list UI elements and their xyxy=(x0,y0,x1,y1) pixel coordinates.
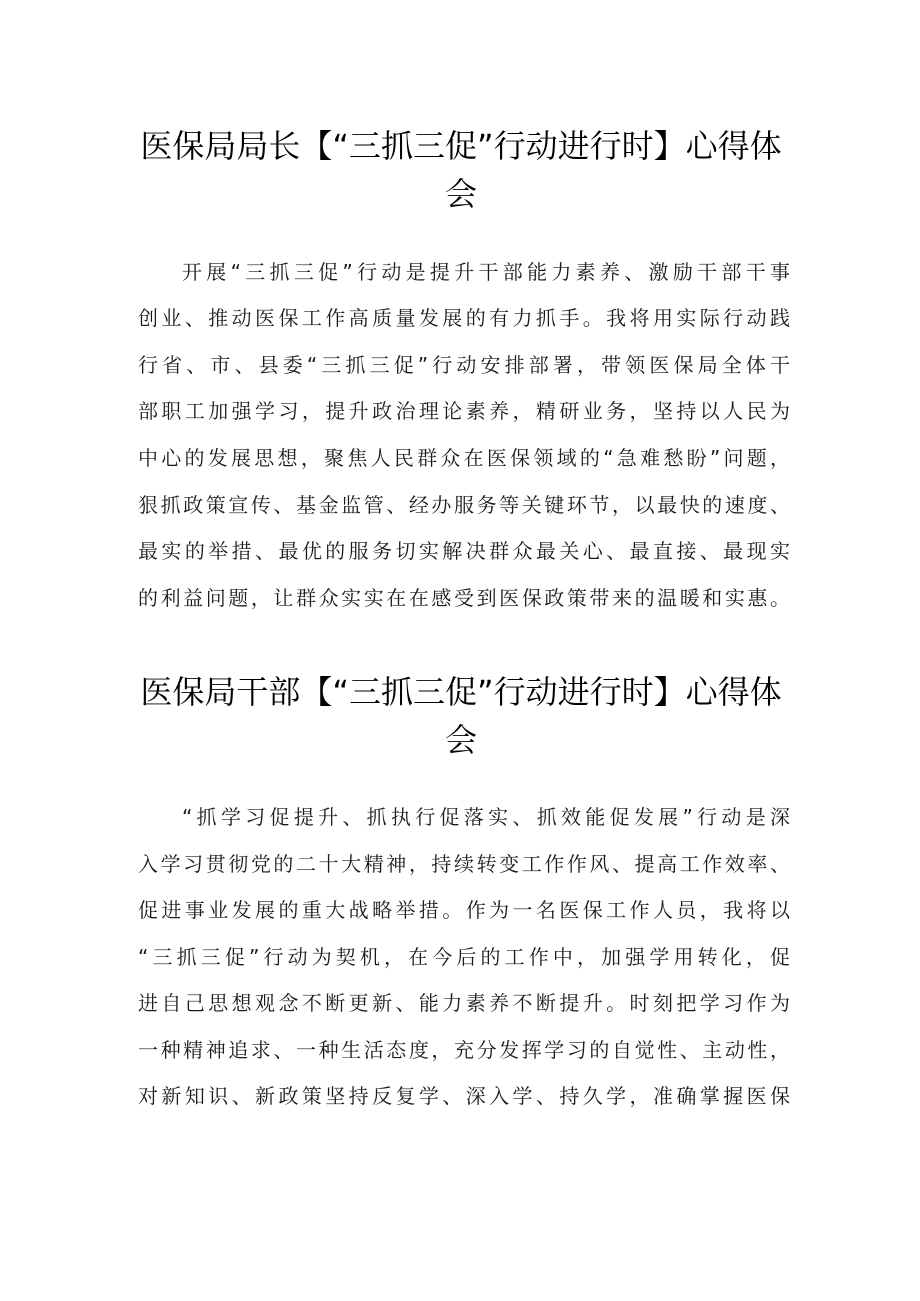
section-1-line: 最实的举措、最优的服务切实解决群众最关心、最直接、最现实 xyxy=(138,539,790,563)
section-1-title: 医保局局长【“三抓三促”行动进行时】心得体会 xyxy=(140,127,782,213)
section-1-line: 开展“三抓三促”行动是提升干部能力素养、激励干部干事 xyxy=(182,260,790,284)
section-1-line: 狠抓政策宣传、基金监管、经办服务等关键环节，以最快的速度、 xyxy=(138,493,790,517)
section-2-line: 入学习贯彻党的二十大精神，持续转变工作作风、提高工作效率、 xyxy=(138,852,790,876)
section-2-line: “三抓三促”行动为契机，在今后的工作中，加强学用转化，促 xyxy=(138,945,790,969)
section-2-line: “抓学习促提升、抓执行促落实、抓效能促发展”行动是深 xyxy=(182,805,790,829)
section-1-line: 部职工加强学习，提升政治理论素养，精研业务，坚持以人民为 xyxy=(138,399,790,423)
section-2-line: 一种精神追求、一种生活态度，充分发挥学习的自觉性、主动性， xyxy=(138,1038,790,1062)
section-2-title: 医保局干部【“三抓三促”行动进行时】心得体会 xyxy=(140,673,782,759)
section-2-line: 促进事业发展的重大战略举措。作为一名医保工作人员，我将以 xyxy=(138,898,790,922)
section-1-line: 行省、市、县委“三抓三促”行动安排部署，带领医保局全体干 xyxy=(138,353,790,377)
section-1-line: 的利益问题，让群众实实在在感受到医保政策带来的温暖和实惠。 xyxy=(138,586,790,610)
section-1-line: 中心的发展思想，聚焦人民群众在医保领域的“急难愁盼”问题， xyxy=(138,446,790,470)
section-1-line: 创业、推动医保工作高质量发展的有力抓手。我将用实际行动践 xyxy=(138,306,790,330)
section-2-line: 对新知识、新政策坚持反复学、深入学、持久学，准确掌握医保 xyxy=(138,1084,790,1108)
section-2-line: 进自己思想观念不断更新、能力素养不断提升。时刻把学习作为 xyxy=(138,991,790,1015)
